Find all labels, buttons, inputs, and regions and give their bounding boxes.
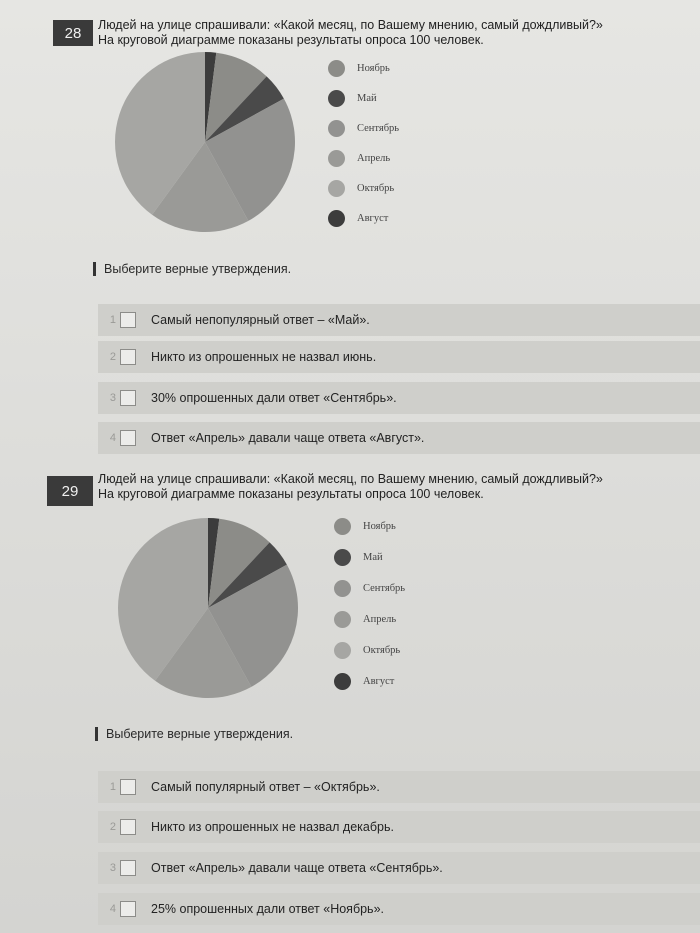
option-number: 4 [109,903,116,915]
option-row[interactable] [98,382,700,414]
question-line-1: Людей на улице спрашивали: «Какой месяц, по Вашему мнению, самый дождливый?» [98,18,603,32]
option-row[interactable] [98,852,700,884]
option-checkbox[interactable] [120,779,136,795]
option-row[interactable] [98,893,700,925]
legend-label: Апрель [363,614,397,625]
legend-item [334,611,396,628]
option-checkbox[interactable] [120,349,136,365]
question-line-2: На круговой диаграмме показаны результаты опроса 100 человек. [98,33,484,47]
legend-item [334,518,396,535]
option-row[interactable] [98,811,700,843]
legend-label: Август [357,213,389,224]
option-checkbox[interactable] [120,312,136,328]
option-number: 3 [109,862,116,874]
task-number: 28 [53,20,93,46]
legend-item [334,673,394,690]
option-text: Никто из опрошенных не назвал декабрь. [151,820,394,834]
option-checkbox[interactable] [120,390,136,406]
legend-label: Август [363,676,395,687]
legend-item [328,150,390,167]
legend-item [328,90,377,107]
option-row[interactable] [98,422,700,454]
option-number: 2 [109,821,116,833]
option-text: Никто из опрошенных не назвал июнь. [151,350,377,364]
question-line-1: Людей на улице спрашивали: «Какой месяц, по Вашему мнению, самый дождливый?» [98,472,603,486]
option-row[interactable] [98,304,700,336]
option-number: 3 [109,392,116,404]
legend-swatch [334,642,351,659]
chart-legend [334,518,474,693]
legend-item [328,180,394,197]
option-checkbox[interactable] [120,819,136,835]
option-checkbox[interactable] [120,901,136,917]
legend-item [328,210,388,227]
legend-swatch [328,150,345,167]
option-number: 1 [109,781,116,793]
legend-swatch [328,210,345,227]
legend-item [328,120,399,137]
question-text [98,472,603,502]
legend-swatch [334,673,351,690]
pie-chart [116,516,300,700]
option-row[interactable] [98,341,700,373]
option-text: 25% опрошенных дали ответ «Ноябрь». [151,902,384,916]
option-number: 4 [109,432,116,444]
legend-swatch [328,180,345,197]
option-text: Самый непопулярный ответ – «Май». [151,313,370,327]
legend-label: Сентябрь [357,123,400,134]
legend-label: Сентябрь [363,583,406,594]
chart-legend [328,60,468,230]
legend-label: Май [363,552,383,563]
option-text: 30% опрошенных дали ответ «Сентябрь». [151,391,397,405]
option-number: 1 [109,314,116,326]
option-text: Самый популярный ответ – «Октябрь». [151,780,380,794]
legend-swatch [334,611,351,628]
option-checkbox[interactable] [120,430,136,446]
legend-label: Ноябрь [363,521,396,532]
instruction: Выберите верные утверждения. [93,262,291,276]
option-number: 2 [109,351,116,363]
legend-item [334,642,400,659]
legend-swatch [328,120,345,137]
instruction: Выберите верные утверждения. [95,727,293,741]
task-number: 29 [47,476,93,506]
legend-swatch [334,580,351,597]
question-line-2: На круговой диаграмме показаны результаты опроса 100 человек. [98,487,484,501]
legend-swatch [334,549,351,566]
legend-label: Октябрь [363,645,401,656]
legend-label: Ноябрь [357,63,390,74]
option-row[interactable] [98,771,700,803]
legend-label: Апрель [357,153,391,164]
option-text: Ответ «Апрель» давали чаще ответа «Сентябрь». [151,861,443,875]
legend-label: Октябрь [357,183,395,194]
option-checkbox[interactable] [120,860,136,876]
legend-item [334,580,405,597]
legend-label: Май [357,93,377,104]
legend-item [334,549,383,566]
legend-swatch [334,518,351,535]
legend-swatch [328,90,345,107]
legend-swatch [328,60,345,77]
pie-chart [113,50,297,234]
question-text [98,18,603,48]
option-text: Ответ «Апрель» давали чаще ответа «Август». [151,431,425,445]
legend-item [328,60,390,77]
